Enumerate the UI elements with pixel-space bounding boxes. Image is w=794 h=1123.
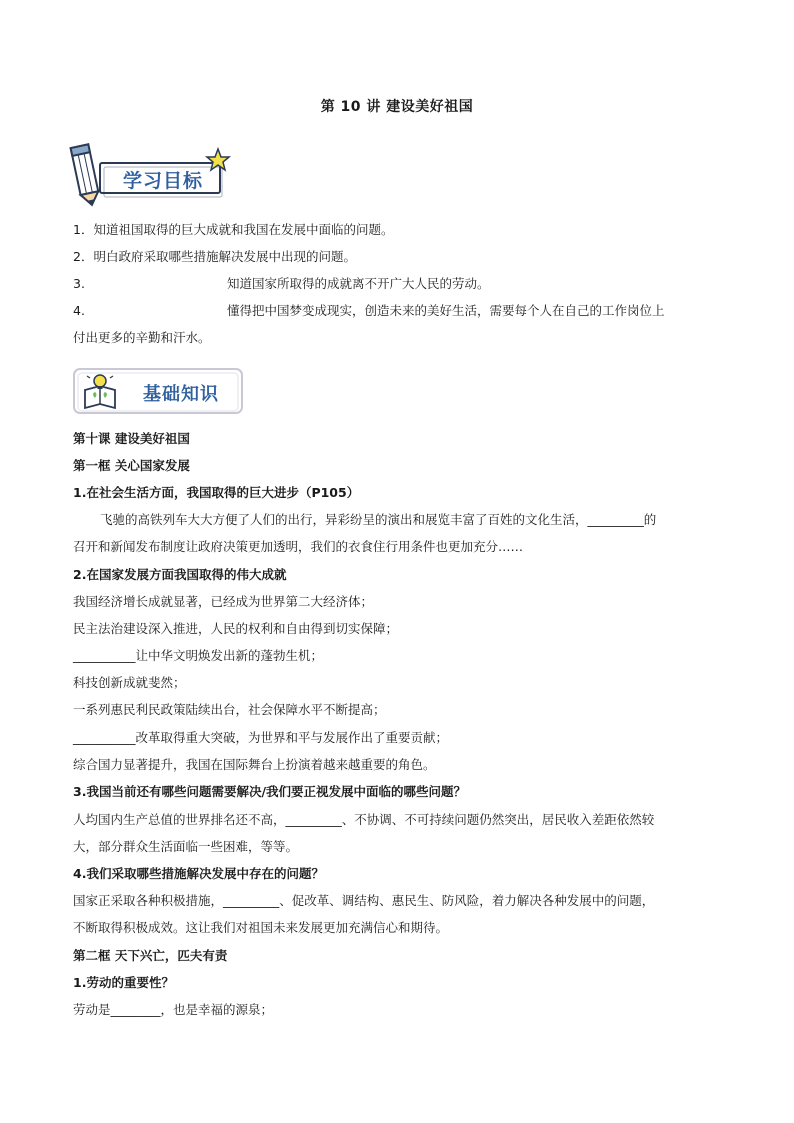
basics-label: 基础知识 bbox=[143, 384, 219, 405]
goal-item: 3. 知道国家所取得的成就离不开广大人民的劳动。 bbox=[73, 276, 490, 291]
list-item: 民主法治建设深入推进，人民的权利和自由得到切实保障； bbox=[73, 621, 399, 636]
section-heading: 2.在国家发展方面我国取得的伟大成就 bbox=[73, 567, 287, 582]
goal-item: 4. 懂得把中国梦变成现实，创造未来的美好生活，需要每个人在自己的工作岗位上 bbox=[73, 303, 665, 318]
fill-blank: __________ bbox=[73, 648, 136, 663]
list-item: 一系列惠民利民政策陆续出台，社会保障水平不断提高； bbox=[73, 702, 386, 717]
section-heading: 1.在社会生活方面，我国取得的巨大进步（P105） bbox=[73, 485, 360, 500]
fill-blank: _________ bbox=[223, 893, 280, 908]
frame-heading: 第二框 天下兴亡，匹夫有责 bbox=[73, 948, 228, 963]
list-item: 我国经济增长成就显著，已经成为世界第二大经济体； bbox=[73, 594, 374, 609]
paragraph-line: 劳动是________，也是幸福的源泉； bbox=[73, 1002, 274, 1017]
paragraph-line: 飞驰的高铁列车大大方便了人们的出行，异彩纷呈的演出和展览丰富了百姓的文化生活，_________的 bbox=[100, 512, 657, 527]
fill-blank: ________ bbox=[110, 1002, 161, 1017]
fill-blank: _________ bbox=[587, 512, 644, 527]
list-item: __________改革取得重大突破，为世界和平与发展作出了重要贡献； bbox=[73, 730, 449, 745]
page-title: 第 10 讲 建设美好祖国 bbox=[320, 99, 474, 115]
frame-heading: 第一框 关心国家发展 bbox=[73, 458, 190, 473]
goal-item-continuation: 付出更多的辛勤和汗水。 bbox=[73, 330, 211, 345]
list-item: __________让中华文明焕发出新的蓬勃生机； bbox=[73, 648, 324, 663]
paragraph-line: 不断取得积极成效。这让我们对祖国未来发展更加充满信心和期待。 bbox=[73, 920, 449, 935]
paragraph-line: 人均国内生产总值的世界排名还不高，_________、不协调、不可持续问题仍然突出，居民收入差距依然较 bbox=[73, 812, 655, 827]
basics-banner bbox=[73, 368, 243, 416]
section-heading: 4.我们采取哪些措施解决发展中存在的问题？ bbox=[73, 866, 324, 881]
learning-goals-label: 学习目标 bbox=[122, 170, 203, 192]
section-heading: 3.我国当前还有哪些问题需要解决/我们要正视发展中面临的哪些问题？ bbox=[73, 784, 467, 799]
paragraph-line: 大，部分群众生活面临一些困难，等等。 bbox=[73, 839, 299, 854]
paragraph-line: 召开和新闻发布制度让政府决策更加透明，我们的衣食住行用条件也更加充分…… bbox=[73, 539, 524, 554]
learning-goals-banner bbox=[68, 137, 233, 207]
section-heading: 1.劳动的重要性？ bbox=[73, 975, 174, 990]
list-item: 科技创新成就斐然； bbox=[73, 675, 186, 690]
lesson-heading: 第十课 建设美好祖国 bbox=[73, 431, 190, 446]
paragraph-line: 国家正采取各种积极措施，_________、促改革、调结构、惠民生、防风险，着力解决各种发展中的问题， bbox=[73, 893, 655, 908]
list-item: 综合国力显著提升，我国在国际舞台上扮演着越来越重要的角色。 bbox=[73, 757, 436, 772]
fill-blank: _________ bbox=[285, 812, 342, 827]
goal-item: 2．明白政府采取哪些措施解决发展中出现的问题。 bbox=[73, 249, 356, 264]
fill-blank: __________ bbox=[73, 730, 136, 745]
goal-item: 1．知道祖国取得的巨大成就和我国在发展中面临的问题。 bbox=[73, 222, 394, 237]
